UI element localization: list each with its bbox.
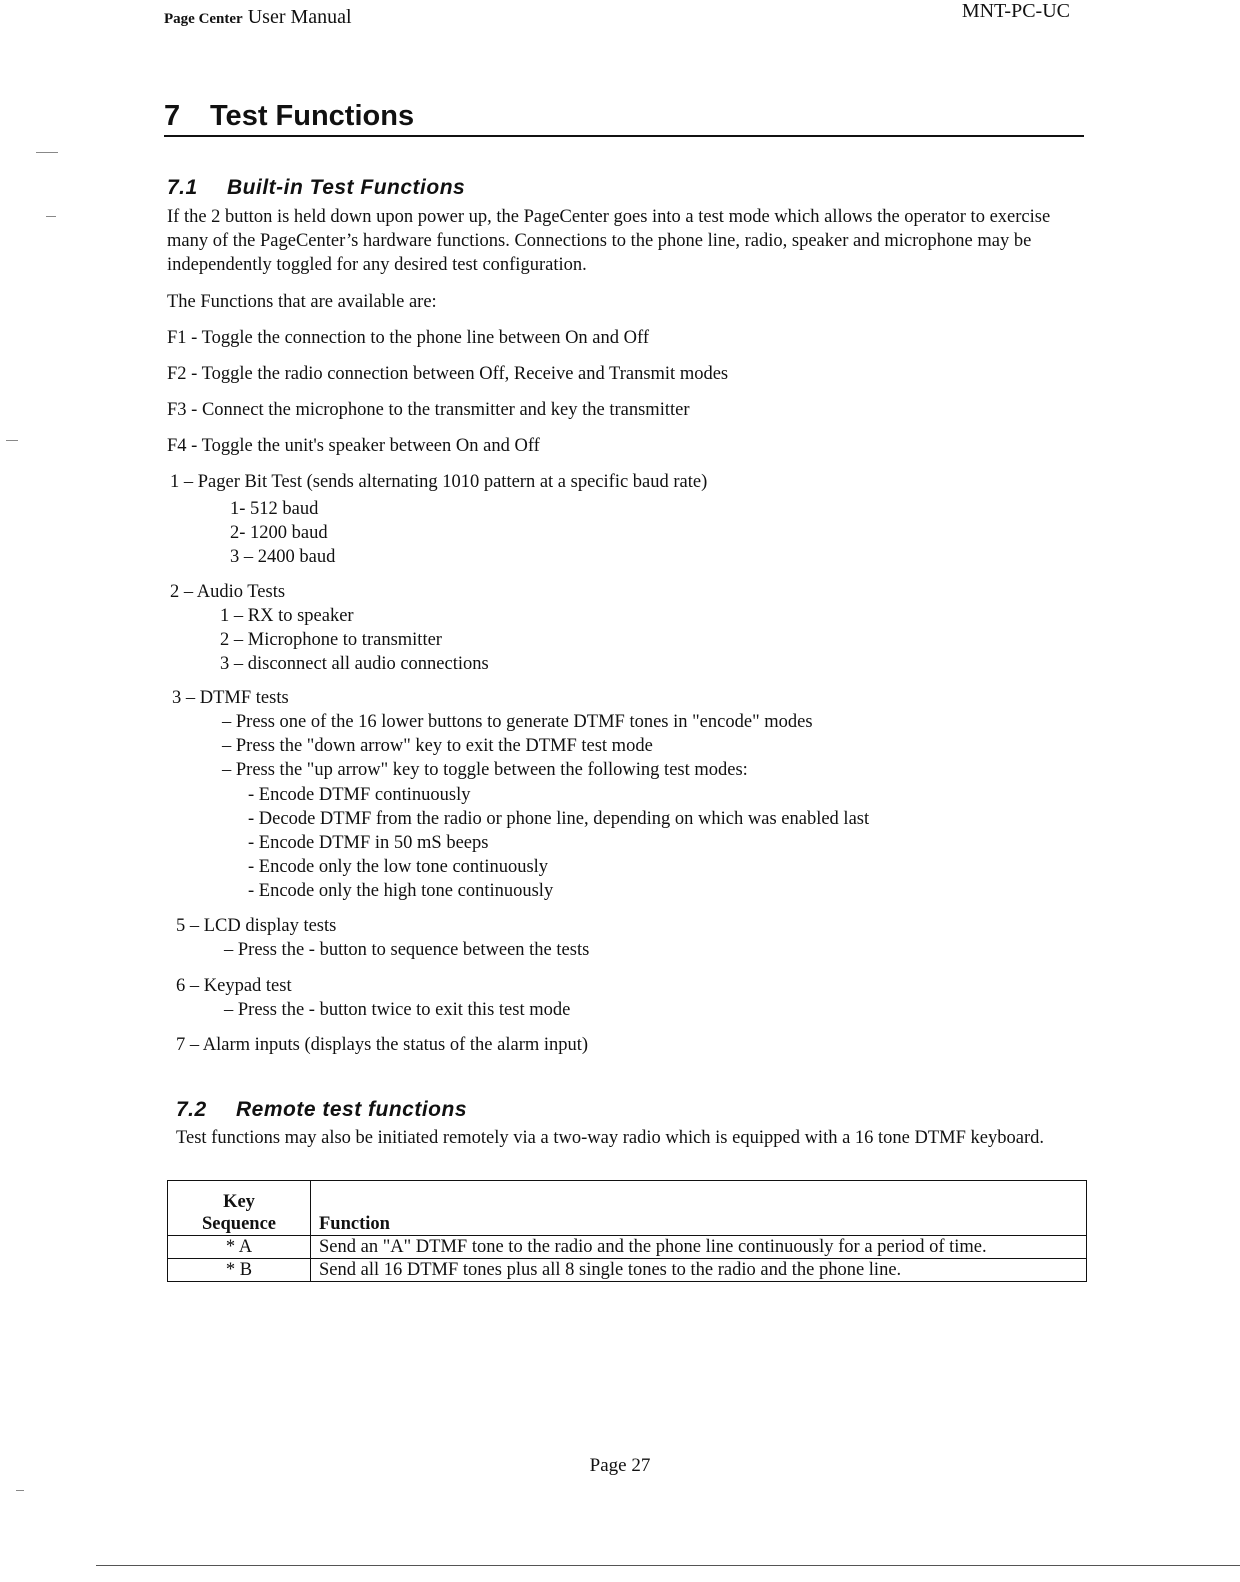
available-functions-label: The Functions that are available are: <box>167 292 437 312</box>
section-title: Remote test functions <box>236 1098 468 1121</box>
key-sequence-cell: * A <box>168 1236 311 1259</box>
column-header-key-line1: Key <box>223 1192 255 1212</box>
dtmf-mode: - Decode DTMF from the radio or phone line, depending on which was enabled last <box>248 809 870 829</box>
dtmf-mode: - Encode DTMF continuously <box>248 785 471 805</box>
column-header-key-sequence <box>168 1181 311 1236</box>
pager-bit-test-title: 1 – Pager Bit Test (sends alternating 1010 pattern at a specific baud rate) <box>170 472 708 492</box>
section-number: 7.1 <box>167 176 198 199</box>
table-header-row <box>168 1181 1087 1236</box>
section-title: Built-in Test Functions <box>227 176 466 199</box>
remote-intro-paragraph: Test functions may also be initiated remotely via a two-way radio which is equipped with a 16 tone DTMF keyboard. <box>176 1128 1045 1148</box>
page-number: Page 27 <box>589 1455 651 1476</box>
pager-baud-option: 1- 512 baud <box>230 499 319 519</box>
keypad-test-title: 6 – Keypad test <box>176 976 292 996</box>
dtmf-tests-title: 3 – DTMF tests <box>172 688 289 708</box>
dtmf-instruction: – Press one of the 16 lower buttons to generate DTMF tones in "encode" modes <box>222 712 813 732</box>
keypad-instruction: – Press the - button twice to exit this test mode <box>224 1000 571 1020</box>
audio-test-option: 2 – Microphone to transmitter <box>220 630 442 650</box>
margin-mark <box>46 216 56 217</box>
margin-mark <box>6 440 18 441</box>
column-header-function: Function <box>311 1181 1087 1236</box>
dtmf-mode: - Encode only the low tone continuously <box>248 857 549 877</box>
audio-tests-title: 2 – Audio Tests <box>170 582 286 602</box>
dtmf-mode: - Encode only the high tone continuously <box>248 881 554 901</box>
dtmf-instruction: – Press the "up arrow" key to toggle between the following test modes: <box>222 760 748 780</box>
section-heading-builtin <box>167 176 465 200</box>
f2-description: F2 - Toggle the radio connection between Off, Receive and Transmit modes <box>167 364 729 384</box>
doc-code: MNT-PC-UC <box>961 0 1070 22</box>
audio-test-option: 3 – disconnect all audio connections <box>220 654 489 674</box>
pager-baud-option: 3 – 2400 baud <box>230 547 336 567</box>
remote-functions-table <box>167 1180 1087 1282</box>
key-sequence-cell: * B <box>168 1259 311 1282</box>
audio-test-option: 1 – RX to speaker <box>220 606 354 626</box>
brand-name: Page Center <box>164 11 243 27</box>
f4-description: F4 - Toggle the unit's speaker between On and Off <box>167 436 540 456</box>
running-header-left <box>164 6 352 29</box>
column-header-key-line2: Sequence <box>202 1214 276 1234</box>
manual-label: User Manual <box>247 6 352 28</box>
section-number: 7.2 <box>176 1098 207 1121</box>
bottom-scan-edge <box>96 1565 1240 1566</box>
dtmf-mode: - Encode DTMF in 50 mS beeps <box>248 833 489 853</box>
pager-baud-option: 2- 1200 baud <box>230 523 328 543</box>
function-cell: Send all 16 DTMF tones plus all 8 single tones to the radio and the phone line. <box>311 1259 1087 1282</box>
lcd-instruction: – Press the - button to sequence between the tests <box>224 940 590 960</box>
chapter-heading <box>164 100 1084 137</box>
table-row <box>168 1236 1087 1259</box>
dtmf-instruction: – Press the "down arrow" key to exit the DTMF test mode <box>222 736 653 756</box>
chapter-number: 7 <box>164 100 181 132</box>
f3-description: F3 - Connect the microphone to the transmitter and key the transmitter <box>167 400 690 420</box>
chapter-title: Test Functions <box>210 100 415 132</box>
lcd-tests-title: 5 – LCD display tests <box>176 916 337 936</box>
alarm-inputs-title: 7 – Alarm inputs (displays the status of the alarm input) <box>176 1035 589 1055</box>
f1-description: F1 - Toggle the connection to the phone line between On and Off <box>167 328 649 348</box>
section-heading-remote <box>176 1098 467 1122</box>
table-row <box>168 1259 1087 1282</box>
function-cell: Send an "A" DTMF tone to the radio and the phone line continuously for a period of time. <box>311 1236 1087 1259</box>
margin-mark <box>36 152 58 153</box>
margin-mark <box>16 1490 24 1491</box>
intro-paragraph: If the 2 button is held down upon power up, the PageCenter goes into a test mode which allows the operator to exercise many of the PageCenter’s hardware functions. Connections to the phone line, radio, speaker and microphone may be independently toggled for any desired test configuration. <box>167 207 1051 275</box>
